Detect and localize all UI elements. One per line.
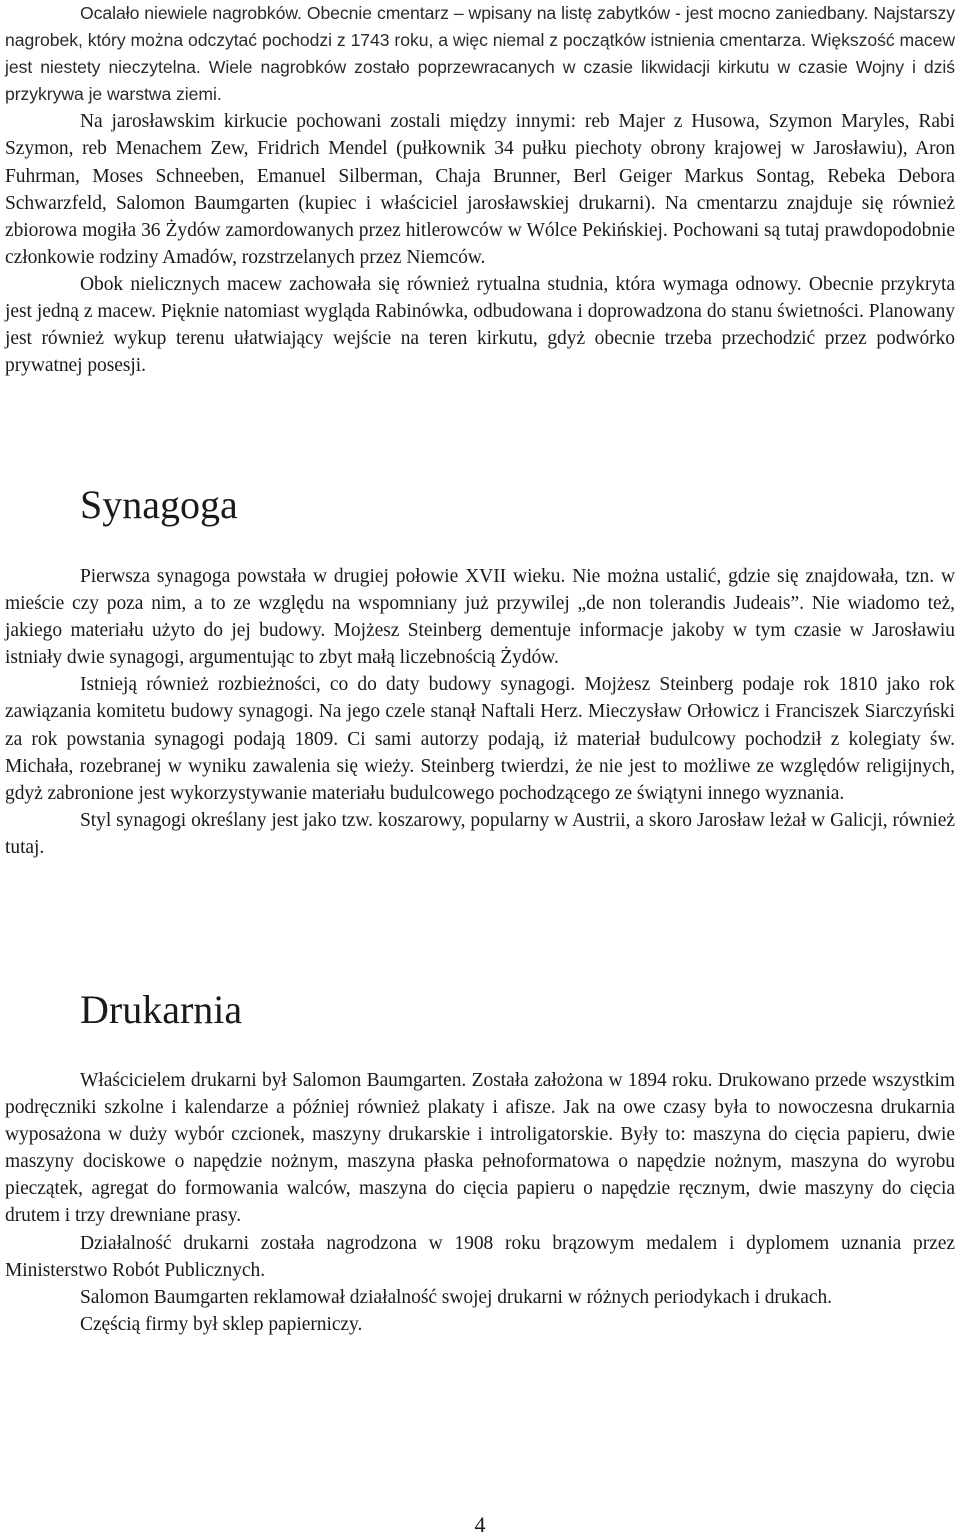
printing-paragraph-2: Działalność drukarni została nagrodzona w 1908 roku brązowym medalem i dyplomem uznania przez Ministerstwo Robót Publicznych. [5,1232,955,1281]
cemetery-paragraph-2 [5,108,955,271]
printing-section [5,1067,955,1338]
cemetery-paragraph-1: Ocalało niewiele nagrobków. Obecnie cmentarz – wpisany na listę zabytków - jest mocno zaniedbany. Najstarszy nagrobek, który można odczytać pochodzi z 1743 roku, a więc niemal z początków istnienia cmentarza. Większość macew jest niestety nieczytelna. Wiele nagrobków zostało poprzewracanych w czasie likwidacji kirkutu w czasie Wojny i dziś przykrywa je warstwa ziemi. [5,3,955,105]
synagogue-paragraph-1: Pierwsza synagoga powstała w drugiej połowie XVII wieku. Nie można ustalić, gdzie się znajdowała, tzn. w mieście czy poza nim, a to ze względu na wspomniany już przywilej „de non tolerandis Judeais”. Nie wiadomo też, jakiego materiału użyto do jej budowy. Mojżesz Steinberg dementuje informacje jakoby w tym czasie w Jarosławiu istniały dwie synagogi, argumentując to zbyt małą liczebnością Żydów. [5,566,955,669]
document-page [5,0,955,1537]
cemetery-section [5,0,955,379]
cemetery-paragraph-3: Obok nielicznych macew zachowała się również rytualna studnia, która wymaga odnowy. Obecnie przykryta jest jedną z macew. Pięknie natomiast wygląda Rabinówka, odbudowana i doprowadzona do stanu świetności. Planowany jest również wykup terenu ułatwiający wejście na teren kirkutu, gdyż obecnie trzeba przechodzić przez podwórko prywatnej posesji. [5,273,955,377]
printing-paragraph-4: Częścią firmy był sklep papierniczy. [80,1313,363,1335]
synagogue-paragraph-2: Istnieją również rozbieżności, co do daty budowy synagogi. Mojżesz Steinberg podaje rok 1810 jako rok zawiązania komitetu budowy synagogi. Na jego czele stanął Naftali Herz. Mieczysław Orłowicz i Franciszek Siarczyński za rok powstania synagogi podają 1809. Ci sami autorzy podają, iż materiał budulcowy pochodził z kolegiaty św. Michała, rozebranej w wyniku zawalenia się wieży. Steinberg twierdzi, że nie jest to możliwe ze względów religijnych, gdyż zabronione jest wykorzystywanie materiału budulcowego pochodzącego ze świątyni innego wyznania. [5,674,955,804]
synagogue-heading: Synagoga [80,482,238,527]
cemetery-paragraph-2-part-a: Na jarosławskim kirkucie pochowani zostali między innymi: reb Majer z Husowa, Szymon Maryles, Rabi Szymon, reb Menachem Zew, Fridrich Mendel (pułkownik 34 pułku piechoty obrony krajowej w Jarosławiu), Aron Fuhrman, Moses Schneeben, Emanuel Silberman, Chaja Brunner, Berl Geiger Markus Sontag, Rebeka Debora Schwarzfeld, Salomon Baumgarten (kupiec i właściciel jarosławskiej drukarni). [5,111,955,214]
printing-heading: Drukarnia [80,987,243,1032]
cemetery-paragraph-2-part-b: Na cmentarzu znajduje się również zbiorowa mogiła 36 Żydów zamordowanych przez hitlerowców w Wólce Pekińskiej. Pochowani są tutaj prawdopodobnie członkowie rodziny Amadów, rozstrzelanych przez Niemców. [5,192,955,268]
printing-paragraph-3: Salomon Baumgarten reklamował działalność swojej drukarni w różnych periodykach i drukach. [80,1286,832,1308]
synagogue-paragraph-3: Styl synagogi określany jest jako tzw. koszarowy, popularny w Austrii, a skoro Jarosław leżał w Galicji, również tutaj. [5,809,955,858]
synagogue-section [5,563,955,861]
printing-paragraph-1: Właścicielem drukarni był Salomon Baumgarten. Została założona w 1894 roku. Drukowano przede wszystkim podręczniki szkolne i kalendarze a później również plakaty i afisze. Jak na owe czasy była to nowoczesna drukarnia wyposażona w duży wybór czcionek, maszyny drukarskie i introligatorskie. Były to: maszyna do cięcia papieru, dwie maszyny dociskowe o napędzie nożnym, maszyna płaska pełnoformatowa o napędzie nożnym, maszyna do wyrobu pieczątek, agregat do formowania walców, maszyna do cięcia papieru o napędzie ręcznym, dwie maszyny do cięcia drutem i trzy drewniane prasy. [5,1070,955,1227]
page-number: 4 [474,1512,486,1537]
